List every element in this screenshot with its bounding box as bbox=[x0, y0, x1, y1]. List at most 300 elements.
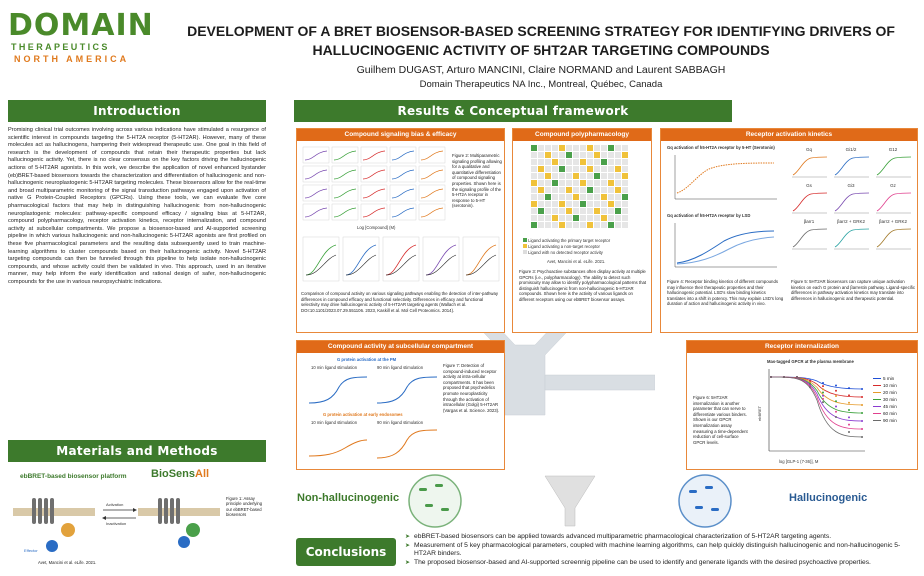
kinetics-pathway-label: βarr2 + GRK2 bbox=[879, 219, 907, 224]
heatmap-cell bbox=[615, 187, 621, 193]
polypharm-legend-2 bbox=[523, 244, 600, 249]
figure3-caption: Figure 3: Psychoactive substances often display activity at multiple GPCRs (i.e., polypharmacology). The ability to detect such promiscuity may allow to identify polypharmacological patterns that distinguish hallucinogenic from non-hallucinogenic 5-HT2AR compounds. Shown here is the activity of various ligands on different receptors using our ebBRET biosensor assays. bbox=[519, 269, 647, 302]
heatmap-cell bbox=[573, 187, 579, 193]
heatmap-cell bbox=[531, 208, 537, 214]
int-point bbox=[861, 428, 863, 430]
heatmap-cell bbox=[608, 222, 614, 228]
heatmap-cell bbox=[545, 208, 551, 214]
heatmap-cell bbox=[601, 173, 607, 179]
heatmap-cell bbox=[559, 173, 565, 179]
heatmap-cell bbox=[538, 152, 544, 158]
heatmap-cell bbox=[538, 145, 544, 151]
polypharm-legend-3 bbox=[523, 250, 603, 255]
heatmap-cell bbox=[531, 194, 537, 200]
heatmap-cell bbox=[531, 187, 537, 193]
kinetics-pathway-chart bbox=[831, 152, 871, 180]
heatmap-cell bbox=[580, 194, 586, 200]
conclusion-item: ➤ Measurement of 5 key pharmacological parameters, coupled with machine learning algorithms, can help quickly distinguish hallucinogenic and non-hallucinogenic 5-HT2AR binders. bbox=[405, 542, 917, 559]
heatmap-cell bbox=[587, 180, 593, 186]
kinetics-pathway-label: Gq bbox=[805, 147, 812, 152]
internalization-chart bbox=[757, 365, 867, 457]
heatmap-cell bbox=[622, 173, 628, 179]
heatmap-cell bbox=[531, 222, 537, 228]
figure6-caption: Figure 6: 5HT2AR internalization is another parameter that can serve to differentiate various binders. Shown is our GPCR internalization assay measuring a time-dependent reduction of cell-surface GPCR levels. bbox=[693, 395, 748, 445]
legend-primary-text: Ligand activating the primary target receptor bbox=[528, 238, 611, 243]
heatmap-cell bbox=[566, 152, 572, 158]
heatmap-cell bbox=[545, 152, 551, 158]
heatmap-cell bbox=[580, 159, 586, 165]
brand-part-b: All bbox=[195, 468, 210, 480]
kinetics-pathway-plot bbox=[873, 147, 913, 181]
int-point bbox=[861, 436, 863, 438]
kinetics-lsd-chart bbox=[669, 221, 779, 273]
heatmap-cell bbox=[545, 194, 551, 200]
conclusion-item: ➤ ebBRET-based biosensors can be applied towards advanced multiparametric pharmacological characterization of 5-HT2AR targeting agents. bbox=[405, 533, 917, 542]
heatmap-cell bbox=[566, 166, 572, 172]
kinetics-mini-curve bbox=[835, 229, 869, 247]
heatmap-cell bbox=[587, 159, 593, 165]
int-legend-text: 5 min bbox=[883, 376, 895, 381]
heatmap-cell bbox=[538, 215, 544, 221]
pm-curve-90 bbox=[377, 377, 437, 403]
heatmap-cell bbox=[552, 166, 558, 172]
activation-arrowhead bbox=[133, 508, 137, 512]
polypharmacology-panel bbox=[512, 128, 652, 333]
kinetics-5ht-chart bbox=[669, 153, 779, 205]
kinetics-pathway-chart bbox=[789, 188, 829, 216]
heatmap-cell bbox=[552, 152, 558, 158]
polypharm-legend-1 bbox=[523, 238, 610, 243]
funnel-icon bbox=[545, 476, 595, 526]
heatmap-cell bbox=[608, 194, 614, 200]
heatmap-cell bbox=[531, 152, 537, 158]
heatmap-cell bbox=[559, 166, 565, 172]
heatmap-cell bbox=[615, 159, 621, 165]
heatmap-cell bbox=[587, 208, 593, 214]
heatmap-cell bbox=[622, 166, 628, 172]
kinetics-pathway-label: Gz bbox=[890, 183, 896, 188]
kinetics-pathway-chart bbox=[831, 188, 871, 216]
heatmap-cell bbox=[608, 152, 614, 158]
int-point bbox=[848, 394, 850, 396]
heatmap-cell bbox=[552, 187, 558, 193]
heatmap-cell bbox=[580, 152, 586, 158]
materials-figure bbox=[8, 466, 268, 570]
kinetics-panel-title: Receptor activation kinetics bbox=[661, 129, 917, 141]
heatmap-cell bbox=[573, 180, 579, 186]
kinetics-mini-curve bbox=[835, 157, 869, 175]
heatmap-cell bbox=[573, 145, 579, 151]
int-legend-entry bbox=[873, 389, 917, 396]
inactivation-arrowhead bbox=[102, 516, 106, 520]
subcellular-panel-title: Compound activity at subcellular compartment bbox=[297, 341, 504, 353]
biosensall-brand bbox=[151, 468, 209, 480]
int-point bbox=[835, 400, 837, 402]
figure1-caption: Figure 1: Assay principle underlying our ebBRET-based biosensors bbox=[226, 496, 263, 518]
signaling-bias-panel bbox=[296, 128, 505, 333]
heatmap-cell bbox=[566, 222, 572, 228]
heatmap-cell bbox=[615, 208, 621, 214]
heatmap-cell bbox=[545, 222, 551, 228]
kinetics-pathway-label: Gi1/2 bbox=[845, 147, 857, 152]
cell-icons bbox=[405, 468, 735, 534]
int-legend-text: 90 min bbox=[883, 418, 897, 423]
kinetics-label-5ht: Gq activation of h5-HT2A receptor by 5-HT (Serotonin) bbox=[667, 145, 775, 150]
authors: Guilhem DUGAST, Arturo MANCINI, Claire NORMAND and Laurent SABBAGH bbox=[356, 64, 726, 76]
figure5-caption: Figure 5: 5HT2AR biosensors can capture unique activation kinetics on each G protein and βarrestin pathway. Ligand-specific differences in pathway activation kinetics may translate into differences in hallucinogenic and therapeutic potential. bbox=[791, 279, 915, 301]
signaling-panel-title: Compound signaling bias & efficacy bbox=[297, 129, 504, 141]
heatmap-cell bbox=[545, 173, 551, 179]
heatmap-cell bbox=[622, 201, 628, 207]
heatmap-cell bbox=[594, 180, 600, 186]
heatmap-cell bbox=[573, 215, 579, 221]
heatmap-cell bbox=[538, 180, 544, 186]
heatmap-cell bbox=[608, 215, 614, 221]
kinetics-pathway-chart bbox=[789, 224, 829, 252]
heatmap-cell bbox=[622, 208, 628, 214]
heatmap-cell bbox=[601, 215, 607, 221]
kinetics-pathway-chart bbox=[831, 224, 871, 252]
heatmap-cell bbox=[531, 159, 537, 165]
int-y-label: ebBRET bbox=[757, 405, 762, 421]
heatmap-cell bbox=[566, 145, 572, 151]
int-point bbox=[822, 401, 824, 403]
heatmap-cell bbox=[545, 215, 551, 221]
affiliation: Domain Therapeutics NA Inc., Montreal, Québec, Canada bbox=[419, 79, 663, 90]
activation-label: Activation bbox=[106, 502, 124, 507]
heatmap-cell bbox=[552, 180, 558, 186]
kinetics-pathway-label: βarr2 + GRK2 bbox=[837, 219, 865, 224]
k1-curve bbox=[677, 163, 774, 193]
heatmap-cell bbox=[531, 215, 537, 221]
polypharm-panel-title: Compound polypharmacology bbox=[513, 129, 651, 141]
kinetics-pathway-plot bbox=[831, 219, 871, 253]
heatmap-cell bbox=[552, 159, 558, 165]
assay-principle-diagram bbox=[8, 480, 223, 560]
kinetics-mini-curve bbox=[835, 193, 869, 211]
heatmap-cell bbox=[615, 222, 621, 228]
heatmap-cell bbox=[587, 187, 593, 193]
polypharm-reference: Avet, Mancini et al. eLife. 2021. bbox=[547, 259, 606, 264]
kinetics-mini-curve bbox=[877, 157, 911, 175]
heatmap-cell bbox=[538, 201, 544, 207]
heatmap-cell bbox=[559, 180, 565, 186]
int-point bbox=[835, 390, 837, 392]
heatmap-cell bbox=[587, 145, 593, 151]
int-legend-swatch bbox=[873, 392, 881, 393]
heatmap-cell bbox=[587, 201, 593, 207]
effector-label: Effector bbox=[24, 548, 38, 553]
effector-left-icon bbox=[46, 540, 58, 552]
heatmap-cell bbox=[601, 222, 607, 228]
heatmap-cell bbox=[615, 173, 621, 179]
conclusions-heading: Conclusions bbox=[296, 538, 396, 566]
int-legend-swatch bbox=[873, 385, 881, 386]
heatmap-cell bbox=[531, 201, 537, 207]
heatmap-cell bbox=[552, 222, 558, 228]
heatmap-cell bbox=[552, 215, 558, 221]
heatmap-cell bbox=[573, 194, 579, 200]
right-arrow bbox=[545, 375, 655, 390]
k2-curve-a bbox=[677, 231, 774, 263]
heatmap-cell bbox=[587, 215, 593, 221]
int-point bbox=[848, 402, 850, 404]
int-legend-swatch bbox=[873, 378, 881, 379]
heatmap-cell bbox=[566, 208, 572, 214]
effector-right-icon bbox=[178, 536, 190, 548]
int-legend-text: 10 min bbox=[883, 383, 897, 388]
heatmap-cell bbox=[615, 166, 621, 172]
heatmap-cell bbox=[566, 194, 572, 200]
heatmap-cell bbox=[615, 145, 621, 151]
int-point bbox=[835, 416, 837, 418]
signaling-axis-label: Log [Compound] (M) bbox=[357, 225, 396, 230]
heatmap-cell bbox=[594, 187, 600, 193]
int-point bbox=[861, 404, 863, 406]
heatmap-cell bbox=[538, 194, 544, 200]
heatmap-cell bbox=[594, 208, 600, 214]
kinetics-pathway-chart bbox=[873, 224, 913, 252]
introduction-text: Promising clinical trial outcomes involving across various indications have stimulated a resurgence of scientific interest in compounds targeting the 5-HT2A receptor (5-HT2AR). However, many of these molecules act as hallucinogens, hampering their widespread therapeutic use. One goal in this field of research is the development of compounds that retain their therapeutic properties but lack hallucinogenic activity. Yet, there is no clear consensus on the key factors driving the hallucinogenic actions of 5-HT2AR agonists. In this work, we describe the application of novel enhanced bystander (eb)BRET-based biosensors towards the characterization and differentiation of hallucinogenic and non-hallucinogenic neuroplastogenic 5-HT2AR targeting molecules. These biosensors allow for the real-time and broad multiparametric monitoring of the signal transduction pathways engaged upon activation of native G Protein-Coupled Receptors (GPCRs). Using these tools, we can evaluate five core pharmacological factors that may help in distinguishing hallucinogenic from non-hallucinogenic neuroplastogenic molecules: pathway-specific compound efficacy / signaling bias at 5-HT2AR, compound polypharmacology, receptor activation kinetics, receptor internalization, and compound activity at subcellular compartments. We propose a biosensor-based and AI-supported screening pipeline in which various hallucinogenic and non-hallucinogenic 5-HT2AR agonists are first profiled on these five pharmacological parameters and the resulting data subsequently used to train machine-learning algorithms to cluster compounds based on their hallucinogenic activity. Novel 5-HT2AR targeting compounds can then be funneled through this pipeline to help isolate non-hallucinogenic compounds, and whose activity could then be validated in vivo. This approach, used in an iterative manner, may help inform the early identification and rational design of safer, non-hallucinogenic compounds for the use in various neuropsychiatric indications. bbox=[8, 127, 266, 285]
heatmap-cell bbox=[622, 222, 628, 228]
heatmap-cell bbox=[580, 187, 586, 193]
heatmap-cell bbox=[601, 201, 607, 207]
heatmap-cell bbox=[608, 187, 614, 193]
heatmap-cell bbox=[531, 173, 537, 179]
int-point bbox=[822, 382, 824, 384]
kinetics-pathway-label: Gs bbox=[806, 183, 812, 188]
heatmap-cell bbox=[559, 187, 565, 193]
heatmap-cell bbox=[573, 222, 579, 228]
pm-activation-label: G protein activation at the PM bbox=[337, 357, 397, 362]
heatmap-cell bbox=[615, 215, 621, 221]
platform-label: ebBRET-based biosensor platform bbox=[20, 473, 127, 480]
heatmap-cell bbox=[601, 152, 607, 158]
internalization-chart-title: Mas-tagged GPCR at the plasma membrane bbox=[767, 359, 854, 364]
internalization-xlabel: log [GLP-1 (7-36)], M bbox=[779, 459, 819, 464]
heatmap-cell bbox=[545, 187, 551, 193]
heatmap-cell bbox=[538, 187, 544, 193]
int-point bbox=[835, 406, 837, 408]
kinetics-mini-curve bbox=[793, 229, 827, 247]
conclusion-item: ➤ The proposed biosensor-based and AI-supported screennig pipeline can be used to identify and generate ligands with the desired psychoactive properties. bbox=[405, 559, 917, 568]
kinetics-pathway-grid bbox=[789, 147, 915, 255]
figure1-reference: Avet, Mancini et al. eLife. 2021. bbox=[38, 560, 97, 565]
heatmap-cell bbox=[580, 145, 586, 151]
heatmap-cell bbox=[552, 208, 558, 214]
heatmap-cell bbox=[538, 208, 544, 214]
introduction-heading: Introduction bbox=[8, 100, 266, 122]
legend-swatch-nontarget bbox=[523, 244, 527, 248]
int-point bbox=[809, 386, 811, 388]
heatmap-cell bbox=[559, 208, 565, 214]
int-legend-text: 20 min bbox=[883, 390, 897, 395]
heatmap-cell bbox=[531, 180, 537, 186]
heatmap-cell bbox=[573, 159, 579, 165]
heatmap-cell bbox=[594, 222, 600, 228]
materials-heading: Materials and Methods bbox=[8, 440, 266, 462]
kinetics-pathway-chart bbox=[789, 152, 829, 180]
heatmap-cell bbox=[622, 187, 628, 193]
heatmap-cell bbox=[615, 194, 621, 200]
figure7-caption: Figure 7: Detection of compound-induced receptor activity at intra-cellular compartments. It has been proposed that psychedelics promote neuroplasticity through the activation of intracellular (Golgi) 5-HT2AR (Vargas et al. Science. 2023). bbox=[443, 363, 500, 413]
int-legend-swatch bbox=[873, 413, 881, 414]
heatmap-cell bbox=[573, 201, 579, 207]
int-point bbox=[848, 409, 850, 411]
heatmap-cell bbox=[559, 201, 565, 207]
inactivation-label: Inactivation bbox=[106, 521, 127, 526]
rgfp-right-icon bbox=[186, 523, 200, 537]
kinetics-pathway-label: Gi3 bbox=[847, 183, 855, 188]
heatmap-cell bbox=[566, 180, 572, 186]
heatmap-cell bbox=[559, 222, 565, 228]
heatmap-cell bbox=[601, 187, 607, 193]
int-point bbox=[835, 385, 837, 387]
heatmap-cell bbox=[580, 180, 586, 186]
kinetics-pathway-chart bbox=[873, 188, 913, 216]
heatmap-cell bbox=[538, 159, 544, 165]
non-hallucinogenic-label: Non-hallucinogenic bbox=[297, 492, 400, 504]
heatmap-cell bbox=[594, 215, 600, 221]
heatmap-cell bbox=[622, 180, 628, 186]
heatmap-cell bbox=[594, 194, 600, 200]
heatmap-cell bbox=[580, 173, 586, 179]
heatmap-cell bbox=[531, 145, 537, 151]
internalization-legend bbox=[873, 375, 917, 424]
hallucinogenic-cell-icon bbox=[679, 475, 731, 527]
heatmap-cell bbox=[608, 145, 614, 151]
int-legend-entry bbox=[873, 396, 917, 403]
kinetics-pathway-plot bbox=[789, 147, 829, 181]
heatmap-cell bbox=[601, 194, 607, 200]
kinetics-pathway-chart bbox=[873, 152, 913, 180]
int-legend-entry bbox=[873, 410, 917, 417]
figure2-caption: Figure 2: Multiparametric signaling profiling allowing for a qualitative and quantitative differentiation of compound signaling properties. Shown here is the signaling profile of the 5-HT2A receptor in response to 5-HT (serotonin). bbox=[452, 153, 502, 209]
heatmap-cell bbox=[573, 152, 579, 158]
kinetics-label-lsd: Gq activation of h5-HT2A receptor by LSD bbox=[667, 213, 751, 218]
int-point bbox=[822, 385, 824, 387]
int-point bbox=[861, 412, 863, 414]
logo-word: DOMAIN bbox=[8, 8, 154, 43]
heatmap-cell bbox=[594, 201, 600, 207]
heatmap-cell bbox=[601, 180, 607, 186]
int-point bbox=[848, 387, 850, 389]
int-legend-swatch bbox=[873, 406, 881, 407]
heatmap-cell bbox=[545, 166, 551, 172]
heatmap-cell bbox=[552, 145, 558, 151]
heatmap-cell bbox=[622, 145, 628, 151]
heatmap-cell bbox=[559, 159, 565, 165]
heatmap-cell bbox=[566, 173, 572, 179]
heatmap-cell bbox=[545, 180, 551, 186]
non-hallucinogenic-cell-icon bbox=[409, 475, 461, 527]
heatmap-cell bbox=[573, 173, 579, 179]
heatmap-cell bbox=[622, 194, 628, 200]
ee-activation-label: G protein activation at early endosomes bbox=[323, 412, 403, 417]
heatmap-cell bbox=[580, 215, 586, 221]
int-point bbox=[861, 420, 863, 422]
heatmap-cell bbox=[587, 222, 593, 228]
brand-part-a: BioSens bbox=[151, 468, 196, 480]
heatmap-cell bbox=[552, 201, 558, 207]
legend-swatch-primary bbox=[523, 238, 527, 242]
heatmap-cell bbox=[608, 201, 614, 207]
subcellular-panel bbox=[296, 340, 505, 470]
heatmap-cell bbox=[545, 159, 551, 165]
int-legend-swatch bbox=[873, 420, 881, 421]
int-point bbox=[770, 376, 772, 378]
int-point bbox=[822, 392, 824, 394]
kinetics-mini-curve bbox=[877, 193, 911, 211]
signaling-bottom-caption: Comparison of compound activity on various signaling pathways enabling the detection of inter-pathway differences in compound efficacy and functional selectivity. Differences in efficacy and functional selectivity may drive hallucinogenic activity of 5-HT2AR targeting agents (Wallach et al. DOI:10.1101/2023.07.29.551106. 2023, Kaskill et al. Mol Cell Proteomics. 2014). bbox=[301, 291, 499, 313]
heatmap-cell bbox=[594, 152, 600, 158]
heatmap-cell bbox=[538, 222, 544, 228]
int-legend-swatch bbox=[873, 399, 881, 400]
heatmap-cell bbox=[587, 166, 593, 172]
internalization-panel bbox=[686, 340, 918, 470]
int-point bbox=[848, 424, 850, 426]
int-point bbox=[835, 395, 837, 397]
heatmap-cell bbox=[608, 180, 614, 186]
kinetics-pathway-plot bbox=[789, 219, 829, 253]
logo-subtitle: THERAPEUTICS bbox=[11, 42, 110, 52]
heatmap-cell bbox=[538, 166, 544, 172]
heatmap-cell bbox=[559, 215, 565, 221]
results-heading: Results & Conceptual framework bbox=[294, 100, 732, 122]
ee-90min-label: 90 min ligand stimulation bbox=[377, 420, 424, 425]
heatmap-cell bbox=[566, 215, 572, 221]
legend-none-text: Ligand with no detected receptor activity bbox=[528, 250, 603, 255]
heatmap-cell bbox=[559, 152, 565, 158]
pm-10min-label: 10 min ligand stimulation bbox=[311, 365, 358, 370]
heatmap-cell bbox=[580, 208, 586, 214]
heatmap-cell bbox=[545, 201, 551, 207]
heatmap-cell bbox=[538, 173, 544, 179]
heatmap-cell bbox=[615, 201, 621, 207]
int-point bbox=[848, 416, 850, 418]
heatmap-cell bbox=[552, 194, 558, 200]
figure4-caption: Figure 4: Receptor binding kinetics of different compounds may influence their therapeutic properties and their hallucinogenic potential. LSD's slow binding kinetics translates into a shift in potency. This may explain LSD's long duration of action and hallucinogenic activity in vivo. bbox=[667, 279, 784, 307]
ee-curves bbox=[305, 426, 441, 464]
pm-curve-10 bbox=[309, 377, 367, 403]
heatmap-cell bbox=[580, 222, 586, 228]
heatmap-cell bbox=[594, 145, 600, 151]
heatmap-cell bbox=[601, 145, 607, 151]
heatmap-cell bbox=[587, 152, 593, 158]
k2-curve-b bbox=[677, 237, 774, 264]
heatmap-cell bbox=[580, 201, 586, 207]
kinetics-pathway-plot bbox=[789, 183, 829, 217]
int-point bbox=[796, 376, 798, 378]
heatmap-cell bbox=[559, 145, 565, 151]
int-point bbox=[861, 396, 863, 398]
int-legend-entry bbox=[873, 403, 917, 410]
domain-therapeutics-logo bbox=[8, 6, 158, 66]
heatmap-cell bbox=[594, 173, 600, 179]
poster-title: DEVELOPMENT OF A BRET BIOSENSOR-BASED SCREENING STRATEGY FOR IDENTIFYING DRIVERS OF HALLUCINOGENIC ACTIVITY OF 5HT2AR TARGETING COMPOUNDS bbox=[187, 23, 895, 58]
int-legend-text: 45 min bbox=[883, 404, 897, 409]
kinetics-pathway-label: βarr1 bbox=[803, 219, 815, 224]
heatmap-cell bbox=[559, 194, 565, 200]
heatmap-cell bbox=[587, 173, 593, 179]
int-point bbox=[848, 431, 850, 433]
pm-90min-label: 90 min ligand stimulation bbox=[377, 365, 424, 370]
int-point bbox=[822, 395, 824, 397]
heatmap-cell bbox=[608, 173, 614, 179]
heatmap-cell bbox=[601, 208, 607, 214]
heatmap-cell bbox=[622, 152, 628, 158]
kinetics-pathway-label: G12 bbox=[888, 147, 898, 152]
